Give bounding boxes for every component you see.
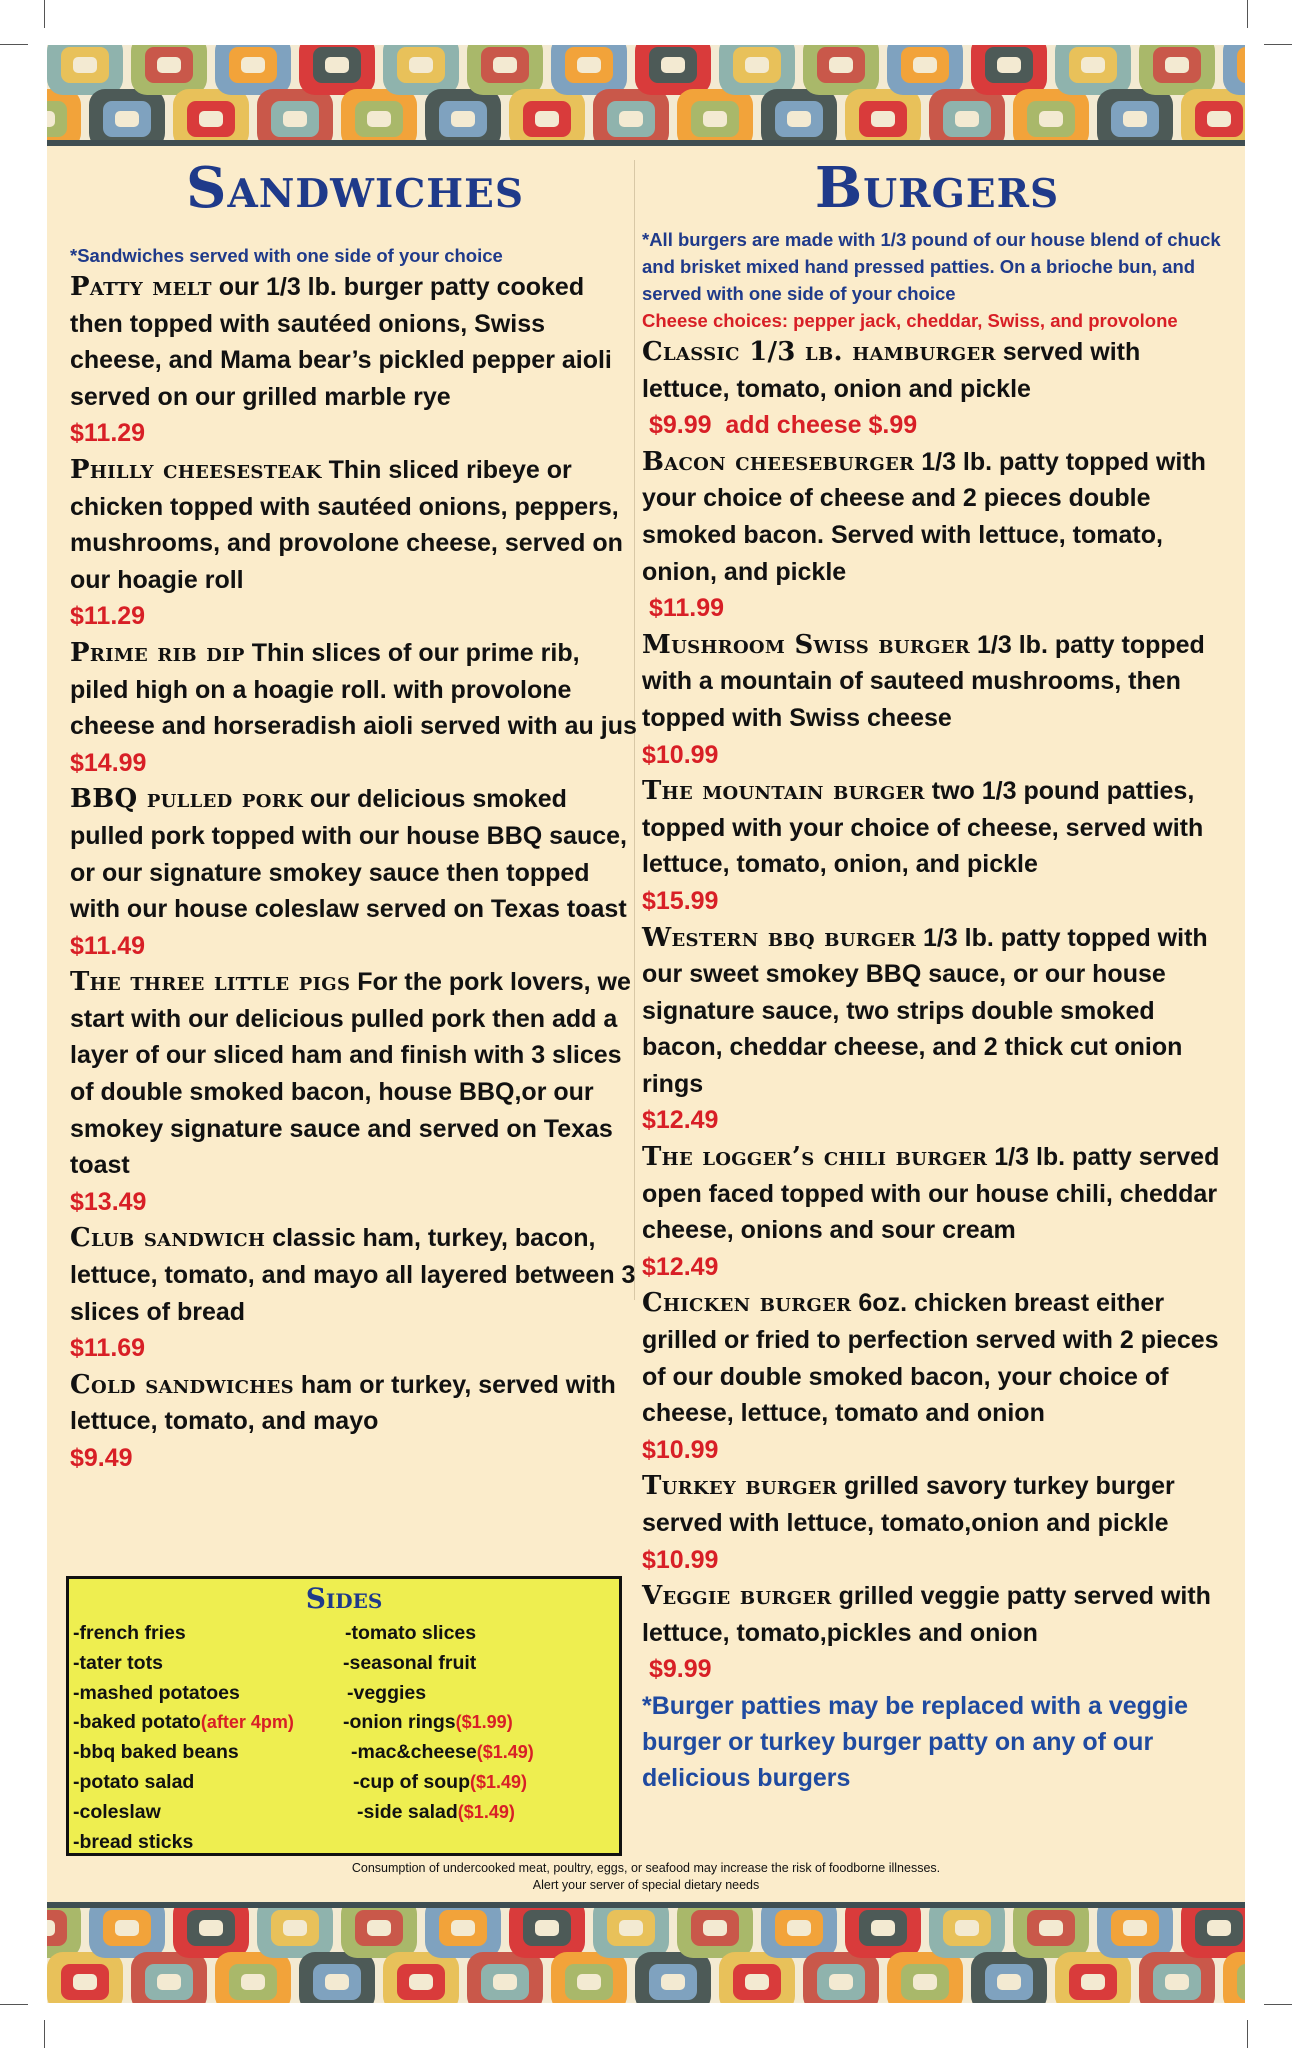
item-text — [642, 1285, 1232, 1431]
pattern-tile-core — [745, 1974, 769, 1990]
pattern-tile-core — [115, 1920, 139, 1936]
burger-patty-note: *Burger patties may be replaced with a veggie burger or turkey burger patty on any of our delicious burgers — [642, 1691, 1189, 1792]
item-description: 6oz. chicken breast either grilled or fried to perfection served with 2 pieces of our double smoked bacon, your choice of cheese, lettuce, tomato and onion — [642, 1289, 1219, 1428]
menu-item — [70, 1367, 640, 1477]
pattern-tile-core — [367, 1920, 391, 1936]
sides-title: Sides — [305, 1582, 383, 1615]
item-name: Philly cheesesteak — [70, 454, 322, 485]
pattern-tile-core — [451, 1920, 475, 1936]
pattern-tile-core — [241, 57, 265, 73]
pattern-tile-core — [703, 1920, 727, 1936]
sides-column-1 — [73, 1619, 343, 1857]
pattern-tile-core — [1123, 1920, 1147, 1936]
pattern-tile-core — [703, 111, 727, 127]
burgers-section — [642, 146, 1232, 1796]
pattern-tile-core — [1081, 1974, 1105, 1990]
side-item — [73, 1708, 343, 1738]
pattern-tile-core — [535, 111, 559, 127]
item-price: $12.49 — [642, 1252, 719, 1281]
item-name: Club sandwich — [70, 1223, 266, 1254]
item-name: Bacon cheeseburger — [642, 446, 915, 477]
item-text — [642, 773, 1232, 883]
burger-list — [642, 334, 1232, 1688]
crop-mark — [1247, 0, 1248, 28]
menu-item — [70, 1220, 640, 1366]
item-description: 1/3 lb. patty topped with a mountain of sauteed mushrooms, then topped with Swiss cheese — [642, 630, 1205, 732]
side-item — [343, 1798, 613, 1828]
item-price: $10.99 — [642, 1545, 719, 1574]
item-name: Prime rib dip — [70, 637, 245, 668]
side-upcharge: ($1.49) — [457, 1801, 515, 1822]
item-description: our 1/3 lb. burger patty cooked then topped with sautéed onions, Swiss cheese, and Mama bear’s pickled pepper aioli served on our grilled marble rye — [70, 273, 612, 411]
side-item — [343, 1619, 613, 1649]
pattern-tile-core — [661, 57, 685, 73]
pattern-tile-core — [577, 57, 601, 73]
item-price: $11.99 — [642, 594, 725, 623]
item-description: 1/3 lb. patty topped with our sweet smokey BBQ sauce, or our house signature sauce, two strips double smoked bacon, cheddar cheese, and 2 thick cut onion rings — [642, 923, 1208, 1098]
side-label: -veggies — [347, 1681, 427, 1704]
side-item — [73, 1828, 343, 1858]
item-description: grilled savory turkey burger served with lettuce, tomato,onion and pickle — [642, 1472, 1175, 1537]
crop-mark — [1264, 44, 1292, 45]
item-name: Veggie burger — [642, 1581, 832, 1612]
item-name: Western bbq burger — [642, 922, 916, 953]
item-text — [70, 452, 640, 598]
pattern-tile-core — [829, 57, 853, 73]
sides-column-2 — [343, 1619, 613, 1857]
item-price: $11.29 — [70, 419, 146, 448]
item-name: The three little pigs — [70, 967, 351, 998]
side-item — [73, 1768, 343, 1798]
pattern-tile-core — [493, 1974, 517, 1990]
pattern-tile-core — [745, 57, 769, 73]
crop-mark — [44, 2020, 45, 2048]
pattern-tile-core — [787, 1920, 811, 1936]
item-description: classic ham, turkey, bacon, lettuce, tomato, and mayo all layered between 3 slices of bread — [70, 1224, 636, 1326]
pattern-tile-core — [157, 1974, 181, 1990]
item-text — [70, 269, 640, 415]
item-description: two 1/3 pound patties, topped with your choice of cheese, served with lettuce, tomato, onion, and pickle — [642, 777, 1204, 879]
item-price: $11.69 — [70, 1334, 146, 1363]
pattern-tile-core — [493, 57, 517, 73]
pattern-tile-inner — [1237, 1964, 1245, 2000]
pattern-tile-core — [283, 1920, 307, 1936]
sides-grid — [69, 1619, 619, 1857]
side-item — [343, 1649, 613, 1679]
pattern-tile-core — [1123, 111, 1147, 127]
pattern-tile-core — [1081, 57, 1105, 73]
sandwiches-title: Sandwiches — [186, 155, 524, 221]
item-description: our delicious smoked pulled pork topped with our house BBQ sauce, or our signature smokey sauce then topped with our house coleslaw served on Texas toast — [70, 785, 627, 924]
item-price: $10.99 — [642, 740, 719, 769]
side-upcharge: ($1.99) — [455, 1712, 513, 1733]
pattern-tile-core — [829, 1974, 853, 1990]
pattern-tile-core — [577, 1974, 601, 1990]
pattern-tile-core — [1165, 57, 1189, 73]
item-description: ham or turkey, served with lettuce, tomato, and mayo — [70, 1370, 616, 1436]
menu-item — [642, 1468, 1232, 1578]
side-label: -onion rings — [343, 1711, 456, 1734]
menu-item — [642, 334, 1232, 444]
pattern-tile-core — [871, 1920, 895, 1936]
pattern-tile-core — [787, 111, 811, 127]
sandwich-list — [70, 269, 640, 1477]
item-description: 1/3 lb. patty topped with your choice of cheese and 2 pieces double smoked bacon. Served with lettuce, tomato, onion, and pickle — [642, 447, 1206, 586]
menu-item — [642, 773, 1232, 919]
item-price: $9.99 add cheese $.99 — [642, 411, 918, 440]
side-label: -mashed potatoes — [73, 1681, 240, 1704]
side-label: -tater tots — [73, 1651, 163, 1674]
crop-mark — [44, 0, 45, 28]
side-item — [343, 1738, 613, 1768]
item-text — [70, 635, 640, 745]
side-label: -cup of soup — [353, 1770, 470, 1793]
disclaimer — [47, 1860, 1245, 1894]
crop-mark — [1264, 2004, 1292, 2005]
item-text — [70, 1367, 640, 1440]
retro-pattern-band-bottom — [47, 1908, 1245, 2003]
item-text — [642, 334, 1232, 407]
pattern-tile-core — [199, 1920, 223, 1936]
side-label: -baked potato — [73, 1711, 201, 1734]
menu-item — [642, 1578, 1232, 1688]
item-text — [642, 627, 1232, 737]
menu-item — [70, 269, 640, 452]
pattern-tile-core — [871, 111, 895, 127]
side-item — [343, 1708, 613, 1738]
pattern-tile-core — [47, 111, 55, 127]
pattern-tile-core — [997, 57, 1021, 73]
item-name: Cold sandwiches — [70, 1369, 294, 1400]
menu-item — [642, 1139, 1232, 1285]
pattern-tile-core — [73, 1974, 97, 1990]
pattern-tile-core — [367, 111, 391, 127]
item-description: Thin slices of our prime rib, piled high on a hoagie roll. with provolone cheese and horseradish aioli served with au jus — [70, 638, 637, 741]
menu-item — [70, 635, 640, 781]
item-description: grilled veggie patty served with lettuce, tomato,pickles and onion — [642, 1582, 1211, 1647]
pattern-tile-core — [325, 1974, 349, 1990]
menu-item — [642, 920, 1232, 1140]
item-name: Mushroom Swiss burger — [642, 629, 971, 660]
pattern-tile-core — [409, 57, 433, 73]
item-text — [642, 920, 1232, 1103]
menu-item — [70, 964, 640, 1220]
pattern-tile-core — [913, 57, 937, 73]
pattern-tile-core — [997, 1974, 1021, 1990]
item-description: 1/3 lb. patty served open faced topped with our house chili, cheddar cheese, onions and sour cream — [642, 1143, 1220, 1245]
crop-mark — [0, 44, 28, 45]
pattern-tile-inner — [1237, 47, 1245, 83]
pattern-tile-core — [283, 111, 307, 127]
pattern-tile-core — [325, 57, 349, 73]
side-label: -seasonal fruit — [343, 1651, 477, 1674]
pattern-tile-core — [619, 1920, 643, 1936]
side-label: -mac&cheese — [351, 1741, 477, 1764]
pattern-tile-core — [1207, 1920, 1231, 1936]
item-name: The logger’s chili burger — [642, 1142, 988, 1173]
pattern-tile-core — [1207, 111, 1231, 127]
side-item — [343, 1679, 613, 1709]
menu-item — [642, 627, 1232, 773]
item-name: Turkey burger — [642, 1471, 838, 1502]
pattern-tile-core — [157, 57, 181, 73]
pattern-tile-core — [73, 57, 97, 73]
crop-mark — [0, 2004, 28, 2005]
item-description: served with lettuce, tomato, onion and pickle — [642, 338, 1141, 403]
menu-item — [642, 444, 1232, 627]
pattern-tile-core — [1039, 111, 1063, 127]
pattern-tile-core — [955, 111, 979, 127]
retro-pattern-band-top — [47, 45, 1245, 140]
item-description: For the pork lovers, we start with our delicious pulled pork then add a layer of our sliced ham and finish with 3 slices of double smoked bacon, house BBQ,or our smokey signature sauce and served on Texas toast — [70, 968, 631, 1180]
item-text — [642, 1468, 1232, 1541]
item-name: The mountain burger — [642, 776, 925, 807]
disclaimer-line-1: Consumption of undercooked meat, poultry, eggs, or seafood may increase the risk of foodborne illnesses. — [351, 1861, 941, 1875]
menu-item — [70, 781, 640, 964]
item-text — [642, 444, 1232, 590]
side-label: -tomato slices — [345, 1622, 477, 1644]
menu-item — [70, 452, 640, 635]
side-item — [343, 1768, 613, 1798]
menu-item — [642, 1285, 1232, 1468]
item-price: $14.99 — [70, 748, 147, 777]
item-price: $15.99 — [642, 886, 719, 915]
pattern-tile-core — [535, 1920, 559, 1936]
item-text — [642, 1578, 1232, 1651]
crop-mark — [1247, 2020, 1248, 2048]
sandwiches-section — [70, 146, 640, 1477]
side-label: -bread sticks — [73, 1830, 194, 1853]
side-item — [73, 1619, 343, 1649]
pattern-tile-core — [199, 111, 223, 127]
pattern-tile-core — [47, 1920, 55, 1936]
item-text — [70, 964, 640, 1184]
side-item — [73, 1649, 343, 1679]
disclaimer-line-2: Alert your server of special dietary needs — [532, 1878, 760, 1892]
side-label: -french fries — [73, 1622, 186, 1644]
pattern-tile-core — [619, 111, 643, 127]
pattern-tile-core — [1165, 1974, 1189, 1990]
side-upcharge: ($1.49) — [469, 1771, 528, 1792]
burgers-title: Burgers — [814, 155, 1060, 221]
sandwiches-note: *Sandwiches served with one side of your choice — [70, 245, 503, 266]
side-item — [73, 1798, 343, 1828]
item-text — [642, 1139, 1232, 1249]
side-upcharge: ($1.49) — [476, 1742, 534, 1763]
item-price: $11.49 — [70, 931, 146, 960]
side-upcharge: (after 4pm) — [200, 1712, 294, 1733]
item-description: Thin sliced ribeye or chicken topped with sautéed onions, peppers, mushrooms, and provolone cheese, served on our hoagie roll — [70, 455, 623, 594]
cheese-choices: Cheese choices: pepper jack, cheddar, Swiss, and provolone — [642, 310, 1178, 331]
item-name: Patty melt — [70, 272, 212, 302]
pattern-tile-core — [115, 111, 139, 127]
side-label: -bbq baked beans — [73, 1741, 239, 1764]
item-price: $10.99 — [642, 1435, 719, 1464]
pattern-tile-core — [451, 111, 475, 127]
item-name: BBQ pulled pork — [70, 784, 303, 815]
side-item — [73, 1738, 343, 1768]
item-price: $9.99 — [642, 1655, 712, 1684]
side-label: -coleslaw — [73, 1800, 161, 1823]
side-label: -side salad — [357, 1800, 458, 1823]
item-text — [70, 781, 640, 927]
pattern-tile-core — [913, 1974, 937, 1990]
pattern-tile-core — [241, 1974, 265, 1990]
pattern-tile-core — [661, 1974, 685, 1990]
pattern-tile-core — [409, 1974, 433, 1990]
item-price: $11.29 — [70, 602, 146, 631]
sides-box — [66, 1576, 622, 1856]
burgers-note: *All burgers are made with 1/3 pound of our house blend of chuck and brisket mixed hand pressed patties. On a brioche bun, and served with one side of your choice — [642, 229, 1221, 304]
item-price: $9.49 — [70, 1444, 133, 1472]
pattern-tile-core — [955, 1920, 979, 1936]
item-price: $12.49 — [642, 1106, 719, 1135]
side-label: -potato salad — [73, 1770, 195, 1793]
item-text — [70, 1220, 640, 1330]
item-name: Classic 1/3 lb. hamburger — [642, 337, 996, 367]
item-price: $13.49 — [70, 1187, 147, 1216]
side-item — [73, 1679, 343, 1709]
item-name: Chicken burger — [642, 1288, 852, 1319]
pattern-tile-core — [1039, 1920, 1063, 1936]
